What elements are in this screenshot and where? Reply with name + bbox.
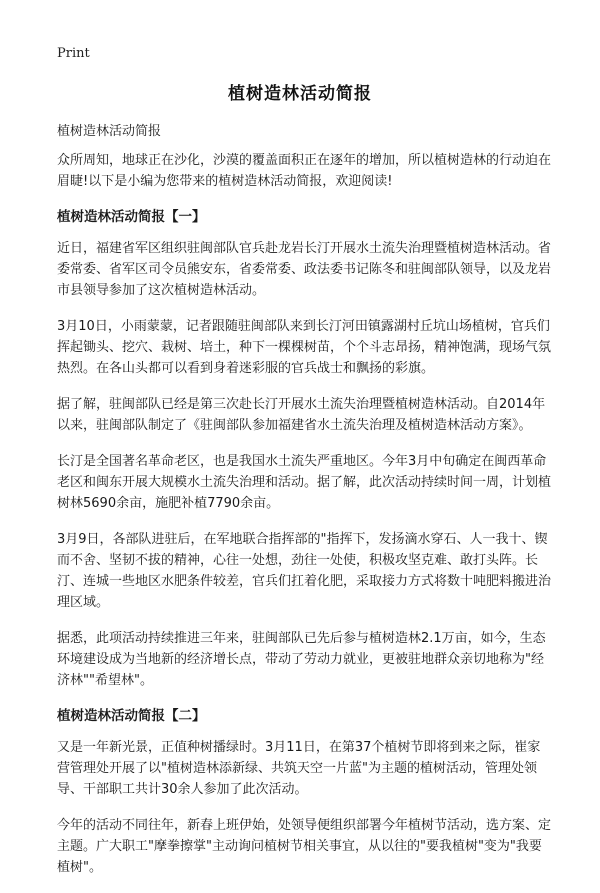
page-title: 植树造林活动简报	[228, 84, 372, 104]
paragraph: 又是一年新光景，正值种树播绿时。3月11日，在第37个植树节即将到来之际，崔家营管理处开展了以"植树造林添新绿、共筑天空一片蓝"为主题的植树活动，管理处领导、干部职工共计30余人参加了此次活动。	[57, 740, 541, 797]
paragraph: 3月9日，各部队进驻后，在军地联合指挥部的"指挥下，发扬滴水穿石、人一我十、锲而不舍、坚韧不拔的精神，心往一处想，劲往一处使，积极攻坚克难、敢打头阵。长汀、连城一些地区水肥条件较差，官兵们扛着化肥，采取接力方式将数十吨肥料搬进治理区域。	[57, 532, 552, 610]
paragraph: 长汀是全国著名革命老区，也是我国水土流失严重地区。今年3月中旬确定在闽西革命老区和闽东开展大规模水土流失治理和活动。据了解，此次活动持续时间一周，计划植树林5690余亩，施肥补植7790余亩。	[57, 454, 552, 511]
paragraph: 据了解，驻闽部队已经是第三次赴长汀开展水土流失治理暨植树造林活动。自2014年以来，驻闽部队制定了《驻闽部队参加福建省水土流失治理及植树造林活动方案》。	[57, 397, 546, 433]
article-body	[57, 121, 552, 893]
paragraph: 近日，福建省军区组织驻闽部队官兵赴龙岩长汀开展水土流失治理暨植树造林活动。省委常委、省军区司令员熊安东，省委常委、政法委书记陈冬和驻闽部队领导，以及龙岩市县领导参加了这次植树造林活动。	[57, 241, 552, 298]
section-heading-1: 植树造林活动简报【一】	[57, 209, 206, 225]
paragraph: 据悉，此项活动持续推进三年来，驻闽部队已先后参与植树造林2.1万亩，如今，生态环境建设成为当地新的经济增长点，带动了劳动力就业，更被驻地群众亲切地称为"经济林""希望林"。	[57, 631, 546, 688]
section-heading-2: 植树造林活动简报【二】	[57, 708, 206, 724]
intro-paragraph: 众所周知，地球正在沙化，沙漠的覆盖面积正在逐年的增加，所以植树造林的行动迫在眉睫!以下是小编为您带来的植树造林活动简报，欢迎阅读!	[57, 153, 552, 189]
paragraph: 3月10日，小雨蒙蒙，记者跟随驻闽部队来到长汀河田镇露湖村丘坑山场植树，官兵们挥起锄头、挖穴、栽树、培土，种下一棵棵树苗，个个斗志昂扬，精神饱满，现场气氛热烈。在各山头都可以看到身着迷彩服的官兵战士和飘扬的彩旗。	[57, 319, 552, 376]
article-subtitle: 植树造林活动简报	[57, 124, 162, 139]
paragraph: 今年的活动不同往年，新春上班伊始，处领导便组织部署今年植树节活动，选方案、定主题。广大职工"摩拳擦掌"主动询问植树节相关事宜，从以往的"要我植树"变为"我要植树"。	[57, 818, 552, 875]
print-link[interactable]: Print	[57, 46, 90, 61]
